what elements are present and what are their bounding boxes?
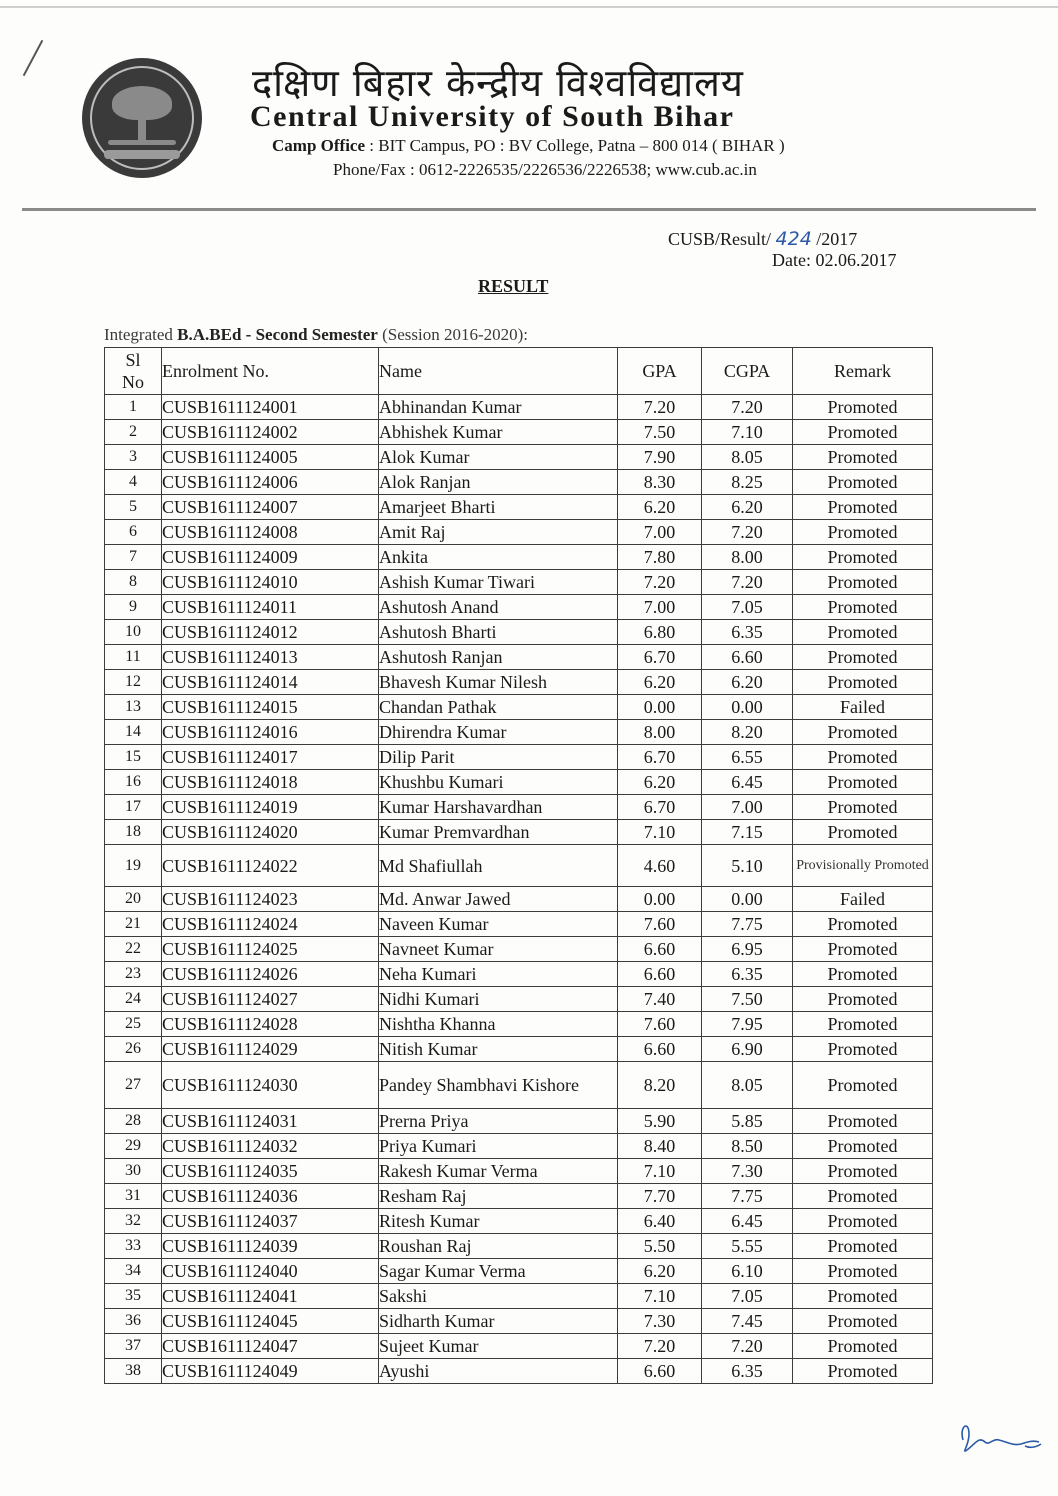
row-name: Kumar Premvardhan bbox=[379, 820, 618, 845]
table-row bbox=[105, 620, 933, 645]
row-cgpa: 7.50 bbox=[702, 987, 793, 1012]
row-gpa: 7.10 bbox=[618, 1159, 702, 1184]
row-remark: Promoted bbox=[793, 520, 933, 545]
row-sl-no: 19 bbox=[105, 845, 162, 887]
row-cgpa: 6.20 bbox=[702, 670, 793, 695]
row-enrolment: CUSB1611124036 bbox=[162, 1184, 379, 1209]
row-sl-no: 38 bbox=[105, 1359, 162, 1384]
row-cgpa: 7.20 bbox=[702, 570, 793, 595]
row-enrolment: CUSB1611124007 bbox=[162, 495, 379, 520]
table-row bbox=[105, 887, 933, 912]
row-remark: Promoted bbox=[793, 987, 933, 1012]
row-enrolment: CUSB1611124032 bbox=[162, 1134, 379, 1159]
table-row bbox=[105, 1012, 933, 1037]
row-remark: Promoted bbox=[793, 820, 933, 845]
row-name: Alok Ranjan bbox=[379, 470, 618, 495]
row-enrolment: CUSB1611124023 bbox=[162, 887, 379, 912]
row-cgpa: 6.60 bbox=[702, 645, 793, 670]
row-enrolment: CUSB1611124014 bbox=[162, 670, 379, 695]
row-gpa: 7.20 bbox=[618, 395, 702, 420]
row-gpa: 6.20 bbox=[618, 670, 702, 695]
row-remark: Promoted bbox=[793, 1134, 933, 1159]
row-remark: Promoted bbox=[793, 1309, 933, 1334]
table-row bbox=[105, 1159, 933, 1184]
row-name: Navneet Kumar bbox=[379, 937, 618, 962]
row-remark: Promoted bbox=[793, 912, 933, 937]
row-enrolment: CUSB1611124041 bbox=[162, 1284, 379, 1309]
row-enrolment: CUSB1611124045 bbox=[162, 1309, 379, 1334]
row-gpa: 4.60 bbox=[618, 845, 702, 887]
table-row bbox=[105, 770, 933, 795]
row-sl-no: 7 bbox=[105, 545, 162, 570]
row-gpa: 6.70 bbox=[618, 795, 702, 820]
table-row bbox=[105, 545, 933, 570]
table-row bbox=[105, 595, 933, 620]
row-enrolment: CUSB1611124002 bbox=[162, 420, 379, 445]
camp-office-label: Camp Office bbox=[272, 136, 366, 155]
row-name: Ashutosh Bharti bbox=[379, 620, 618, 645]
row-gpa: 8.30 bbox=[618, 470, 702, 495]
row-gpa: 7.90 bbox=[618, 445, 702, 470]
row-enrolment: CUSB1611124008 bbox=[162, 520, 379, 545]
row-enrolment: CUSB1611124006 bbox=[162, 470, 379, 495]
row-sl-no: 20 bbox=[105, 887, 162, 912]
row-sl-no: 23 bbox=[105, 962, 162, 987]
row-name: Md. Anwar Jawed bbox=[379, 887, 618, 912]
row-enrolment: CUSB1611124047 bbox=[162, 1334, 379, 1359]
row-sl-no: 1 bbox=[105, 395, 162, 420]
row-cgpa: 7.05 bbox=[702, 595, 793, 620]
table-row bbox=[105, 1062, 933, 1109]
row-remark: Promoted bbox=[793, 1037, 933, 1062]
row-cgpa: 8.00 bbox=[702, 545, 793, 570]
row-cgpa: 0.00 bbox=[702, 887, 793, 912]
row-sl-no: 2 bbox=[105, 420, 162, 445]
row-cgpa: 6.10 bbox=[702, 1259, 793, 1284]
row-sl-no: 16 bbox=[105, 770, 162, 795]
row-gpa: 6.80 bbox=[618, 620, 702, 645]
row-sl-no: 4 bbox=[105, 470, 162, 495]
header-remark: Remark bbox=[793, 348, 933, 395]
header-gpa: GPA bbox=[618, 348, 702, 395]
row-gpa: 6.60 bbox=[618, 937, 702, 962]
table-row bbox=[105, 520, 933, 545]
row-sl-no: 6 bbox=[105, 520, 162, 545]
row-sl-no: 11 bbox=[105, 645, 162, 670]
table-row bbox=[105, 1234, 933, 1259]
row-remark: Promoted bbox=[793, 1109, 933, 1134]
row-remark: Promoted bbox=[793, 420, 933, 445]
row-enrolment: CUSB1611124049 bbox=[162, 1359, 379, 1384]
row-name: Ayushi bbox=[379, 1359, 618, 1384]
university-name-hindi: दक्षिण बिहार केन्द्रीय विश्वविद्यालय bbox=[252, 61, 744, 105]
reference-handwritten-number: 424 bbox=[775, 228, 812, 250]
row-sl-no: 14 bbox=[105, 720, 162, 745]
row-gpa: 0.00 bbox=[618, 695, 702, 720]
row-gpa: 7.00 bbox=[618, 595, 702, 620]
row-gpa: 7.00 bbox=[618, 520, 702, 545]
table-row bbox=[105, 745, 933, 770]
table-row bbox=[105, 987, 933, 1012]
row-gpa: 7.10 bbox=[618, 1284, 702, 1309]
row-cgpa: 6.35 bbox=[702, 1359, 793, 1384]
row-cgpa: 6.95 bbox=[702, 937, 793, 962]
row-enrolment: CUSB1611124028 bbox=[162, 1012, 379, 1037]
row-cgpa: 8.05 bbox=[702, 445, 793, 470]
row-remark: Promoted bbox=[793, 670, 933, 695]
row-sl-no: 30 bbox=[105, 1159, 162, 1184]
row-enrolment: CUSB1611124037 bbox=[162, 1209, 379, 1234]
row-name: Pandey Shambhavi Kishore bbox=[379, 1062, 618, 1109]
row-cgpa: 7.15 bbox=[702, 820, 793, 845]
row-remark: Promoted bbox=[793, 395, 933, 420]
row-remark: Promoted bbox=[793, 937, 933, 962]
row-remark: Promoted bbox=[793, 1334, 933, 1359]
header-enrolment: Enrolment No. bbox=[162, 348, 379, 395]
row-sl-no: 36 bbox=[105, 1309, 162, 1334]
row-remark: Promoted bbox=[793, 445, 933, 470]
row-gpa: 7.10 bbox=[618, 820, 702, 845]
result-table-body bbox=[105, 395, 933, 1384]
table-row bbox=[105, 1134, 933, 1159]
row-gpa: 7.40 bbox=[618, 987, 702, 1012]
row-cgpa: 6.20 bbox=[702, 495, 793, 520]
row-enrolment: CUSB1611124030 bbox=[162, 1062, 379, 1109]
table-row bbox=[105, 1109, 933, 1134]
row-cgpa: 6.55 bbox=[702, 745, 793, 770]
row-enrolment: CUSB1611124009 bbox=[162, 545, 379, 570]
row-enrolment: CUSB1611124035 bbox=[162, 1159, 379, 1184]
row-name: Dhirendra Kumar bbox=[379, 720, 618, 745]
row-gpa: 8.20 bbox=[618, 1062, 702, 1109]
row-remark: Promoted bbox=[793, 620, 933, 645]
row-remark: Promoted bbox=[793, 1062, 933, 1109]
row-name: Bhavesh Kumar Nilesh bbox=[379, 670, 618, 695]
row-cgpa: 7.10 bbox=[702, 420, 793, 445]
row-gpa: 6.20 bbox=[618, 495, 702, 520]
table-row bbox=[105, 1184, 933, 1209]
row-gpa: 7.20 bbox=[618, 570, 702, 595]
table-row bbox=[105, 845, 933, 887]
row-name: Sujeet Kumar bbox=[379, 1334, 618, 1359]
letterhead-divider bbox=[22, 208, 1036, 211]
row-enrolment: CUSB1611124005 bbox=[162, 445, 379, 470]
row-name: Roushan Raj bbox=[379, 1234, 618, 1259]
row-gpa: 8.00 bbox=[618, 720, 702, 745]
page-title: RESULT bbox=[478, 276, 549, 296]
row-name: Ashutosh Ranjan bbox=[379, 645, 618, 670]
row-remark: Promoted bbox=[793, 1209, 933, 1234]
row-cgpa: 5.10 bbox=[702, 845, 793, 887]
row-remark: Promoted bbox=[793, 1259, 933, 1284]
row-gpa: 8.40 bbox=[618, 1134, 702, 1159]
table-row bbox=[105, 937, 933, 962]
row-name: Ashish Kumar Tiwari bbox=[379, 570, 618, 595]
row-name: Dilip Parit bbox=[379, 745, 618, 770]
row-remark: Failed bbox=[793, 887, 933, 912]
course-session: (Session 2016-2020): bbox=[382, 325, 529, 344]
row-name: Chandan Pathak bbox=[379, 695, 618, 720]
row-cgpa: 8.20 bbox=[702, 720, 793, 745]
row-gpa: 6.20 bbox=[618, 1259, 702, 1284]
row-cgpa: 6.35 bbox=[702, 962, 793, 987]
row-cgpa: 6.45 bbox=[702, 1209, 793, 1234]
row-sl-no: 25 bbox=[105, 1012, 162, 1037]
row-remark: Promoted bbox=[793, 595, 933, 620]
row-gpa: 6.70 bbox=[618, 645, 702, 670]
row-remark: Promoted bbox=[793, 495, 933, 520]
result-table bbox=[104, 347, 933, 1384]
phone-fax-line: Phone/Fax : 0612-2226535/2226536/2226538; www.cub.ac.in bbox=[333, 160, 757, 179]
row-remark: Promoted bbox=[793, 770, 933, 795]
row-cgpa: 5.55 bbox=[702, 1234, 793, 1259]
course-prefix: Integrated bbox=[104, 325, 173, 344]
row-enrolment: CUSB1611124026 bbox=[162, 962, 379, 987]
table-row bbox=[105, 912, 933, 937]
row-enrolment: CUSB1611124012 bbox=[162, 620, 379, 645]
university-logo bbox=[82, 58, 202, 178]
row-enrolment: CUSB1611124040 bbox=[162, 1259, 379, 1284]
row-name: Neha Kumari bbox=[379, 962, 618, 987]
row-name: Kumar Harshavardhan bbox=[379, 795, 618, 820]
row-cgpa: 7.75 bbox=[702, 1184, 793, 1209]
row-gpa: 7.50 bbox=[618, 420, 702, 445]
row-sl-no: 9 bbox=[105, 595, 162, 620]
row-gpa: 5.50 bbox=[618, 1234, 702, 1259]
row-remark: Promoted bbox=[793, 1012, 933, 1037]
course-line bbox=[104, 325, 528, 345]
table-row bbox=[105, 645, 933, 670]
row-remark: Promoted bbox=[793, 962, 933, 987]
row-gpa: 0.00 bbox=[618, 887, 702, 912]
row-gpa: 7.60 bbox=[618, 1012, 702, 1037]
row-cgpa: 6.45 bbox=[702, 770, 793, 795]
row-name: Alok Kumar bbox=[379, 445, 618, 470]
row-remark: Promoted bbox=[793, 1234, 933, 1259]
course-title: B.A.BEd - Second Semester bbox=[177, 325, 378, 344]
row-cgpa: 7.00 bbox=[702, 795, 793, 820]
row-name: Nitish Kumar bbox=[379, 1037, 618, 1062]
row-name: Ashutosh Anand bbox=[379, 595, 618, 620]
row-remark: Promoted bbox=[793, 470, 933, 495]
table-row bbox=[105, 1037, 933, 1062]
row-gpa: 7.70 bbox=[618, 1184, 702, 1209]
camp-office-address bbox=[272, 136, 785, 156]
reference-number bbox=[668, 228, 857, 250]
header-cgpa: CGPA bbox=[702, 348, 793, 395]
row-sl-no: 10 bbox=[105, 620, 162, 645]
table-row bbox=[105, 962, 933, 987]
row-cgpa: 8.25 bbox=[702, 470, 793, 495]
row-name: Md Shafiullah bbox=[379, 845, 618, 887]
row-remark: Promoted bbox=[793, 1159, 933, 1184]
row-gpa: 6.70 bbox=[618, 745, 702, 770]
row-enrolment: CUSB1611124029 bbox=[162, 1037, 379, 1062]
row-remark: Promoted bbox=[793, 720, 933, 745]
table-row bbox=[105, 695, 933, 720]
row-gpa: 7.80 bbox=[618, 545, 702, 570]
table-row bbox=[105, 495, 933, 520]
row-gpa: 6.20 bbox=[618, 770, 702, 795]
table-row bbox=[105, 820, 933, 845]
row-sl-no: 37 bbox=[105, 1334, 162, 1359]
university-name-english: Central University of South Bihar bbox=[250, 100, 735, 133]
row-sl-no: 3 bbox=[105, 445, 162, 470]
row-name: Ankita bbox=[379, 545, 618, 570]
row-cgpa: 7.30 bbox=[702, 1159, 793, 1184]
row-gpa: 6.40 bbox=[618, 1209, 702, 1234]
row-cgpa: 7.20 bbox=[702, 395, 793, 420]
row-sl-no: 18 bbox=[105, 820, 162, 845]
row-remark: Promoted bbox=[793, 1284, 933, 1309]
row-cgpa: 7.75 bbox=[702, 912, 793, 937]
header-sl-no: Sl No bbox=[105, 348, 162, 395]
row-name: Ritesh Kumar bbox=[379, 1209, 618, 1234]
row-enrolment: CUSB1611124022 bbox=[162, 845, 379, 887]
row-cgpa: 8.05 bbox=[702, 1062, 793, 1109]
row-cgpa: 5.85 bbox=[702, 1109, 793, 1134]
row-sl-no: 21 bbox=[105, 912, 162, 937]
row-name: Khushbu Kumari bbox=[379, 770, 618, 795]
row-name: Nidhi Kumari bbox=[379, 987, 618, 1012]
row-gpa: 6.60 bbox=[618, 962, 702, 987]
row-sl-no: 5 bbox=[105, 495, 162, 520]
row-enrolment: CUSB1611124015 bbox=[162, 695, 379, 720]
row-gpa: 5.90 bbox=[618, 1109, 702, 1134]
table-row bbox=[105, 445, 933, 470]
row-enrolment: CUSB1611124019 bbox=[162, 795, 379, 820]
row-name: Abhishek Kumar bbox=[379, 420, 618, 445]
row-sl-no: 27 bbox=[105, 1062, 162, 1109]
row-cgpa: 0.00 bbox=[702, 695, 793, 720]
row-name: Resham Raj bbox=[379, 1184, 618, 1209]
row-cgpa: 6.90 bbox=[702, 1037, 793, 1062]
row-gpa: 6.60 bbox=[618, 1037, 702, 1062]
row-gpa: 7.60 bbox=[618, 912, 702, 937]
row-enrolment: CUSB1611124001 bbox=[162, 395, 379, 420]
table-row bbox=[105, 1334, 933, 1359]
row-name: Abhinandan Kumar bbox=[379, 395, 618, 420]
table-row bbox=[105, 1309, 933, 1334]
row-enrolment: CUSB1611124018 bbox=[162, 770, 379, 795]
camp-office-text: : BIT Campus, PO : BV College, Patna – 800 014 ( BIHAR ) bbox=[369, 136, 785, 155]
row-enrolment: CUSB1611124010 bbox=[162, 570, 379, 595]
table-row bbox=[105, 1359, 933, 1384]
row-sl-no: 28 bbox=[105, 1109, 162, 1134]
row-sl-no: 17 bbox=[105, 795, 162, 820]
row-sl-no: 35 bbox=[105, 1284, 162, 1309]
row-remark: Provisionally Promoted bbox=[793, 845, 933, 887]
row-remark: Promoted bbox=[793, 745, 933, 770]
row-gpa: 6.60 bbox=[618, 1359, 702, 1384]
signature-mark bbox=[955, 1412, 1047, 1464]
row-name: Amarjeet Bharti bbox=[379, 495, 618, 520]
row-cgpa: 7.05 bbox=[702, 1284, 793, 1309]
row-remark: Promoted bbox=[793, 795, 933, 820]
row-enrolment: CUSB1611124017 bbox=[162, 745, 379, 770]
header-name: Name bbox=[379, 348, 618, 395]
row-enrolment: CUSB1611124031 bbox=[162, 1109, 379, 1134]
row-remark: Failed bbox=[793, 695, 933, 720]
row-sl-no: 8 bbox=[105, 570, 162, 595]
row-enrolment: CUSB1611124020 bbox=[162, 820, 379, 845]
row-cgpa: 8.50 bbox=[702, 1134, 793, 1159]
table-row bbox=[105, 420, 933, 445]
document-date: Date: 02.06.2017 bbox=[772, 250, 897, 270]
table-row bbox=[105, 570, 933, 595]
row-name: Priya Kumari bbox=[379, 1134, 618, 1159]
table-header-row bbox=[105, 348, 933, 395]
row-name: Amit Raj bbox=[379, 520, 618, 545]
row-sl-no: 34 bbox=[105, 1259, 162, 1284]
row-name: Sakshi bbox=[379, 1284, 618, 1309]
row-name: Nishtha Khanna bbox=[379, 1012, 618, 1037]
row-enrolment: CUSB1611124024 bbox=[162, 912, 379, 937]
row-name: Sagar Kumar Verma bbox=[379, 1259, 618, 1284]
page-top-border bbox=[0, 6, 1058, 8]
row-sl-no: 12 bbox=[105, 670, 162, 695]
table-row bbox=[105, 395, 933, 420]
row-cgpa: 7.20 bbox=[702, 520, 793, 545]
row-sl-no: 22 bbox=[105, 937, 162, 962]
row-cgpa: 7.45 bbox=[702, 1309, 793, 1334]
row-cgpa: 6.35 bbox=[702, 620, 793, 645]
pen-stroke-mark bbox=[23, 40, 44, 76]
row-sl-no: 15 bbox=[105, 745, 162, 770]
row-name: Naveen Kumar bbox=[379, 912, 618, 937]
row-enrolment: CUSB1611124027 bbox=[162, 987, 379, 1012]
row-remark: Promoted bbox=[793, 1359, 933, 1384]
row-sl-no: 24 bbox=[105, 987, 162, 1012]
row-enrolment: CUSB1611124013 bbox=[162, 645, 379, 670]
row-name: Prerna Priya bbox=[379, 1109, 618, 1134]
row-enrolment: CUSB1611124039 bbox=[162, 1234, 379, 1259]
row-gpa: 7.30 bbox=[618, 1309, 702, 1334]
table-row bbox=[105, 670, 933, 695]
row-sl-no: 31 bbox=[105, 1184, 162, 1209]
row-gpa: 7.20 bbox=[618, 1334, 702, 1359]
reference-suffix: /2017 bbox=[816, 229, 858, 249]
row-remark: Promoted bbox=[793, 645, 933, 670]
table-row bbox=[105, 795, 933, 820]
row-remark: Promoted bbox=[793, 570, 933, 595]
row-sl-no: 33 bbox=[105, 1234, 162, 1259]
row-enrolment: CUSB1611124025 bbox=[162, 937, 379, 962]
row-remark: Promoted bbox=[793, 545, 933, 570]
row-enrolment: CUSB1611124011 bbox=[162, 595, 379, 620]
row-cgpa: 7.95 bbox=[702, 1012, 793, 1037]
row-name: Sidharth Kumar bbox=[379, 1309, 618, 1334]
row-name: Rakesh Kumar Verma bbox=[379, 1159, 618, 1184]
table-row bbox=[105, 720, 933, 745]
table-row bbox=[105, 1259, 933, 1284]
row-sl-no: 29 bbox=[105, 1134, 162, 1159]
table-row bbox=[105, 470, 933, 495]
row-sl-no: 13 bbox=[105, 695, 162, 720]
row-cgpa: 7.20 bbox=[702, 1334, 793, 1359]
table-row bbox=[105, 1284, 933, 1309]
row-sl-no: 26 bbox=[105, 1037, 162, 1062]
table-row bbox=[105, 1209, 933, 1234]
row-remark: Promoted bbox=[793, 1184, 933, 1209]
reference-prefix: CUSB/Result/ bbox=[668, 229, 772, 249]
row-sl-no: 32 bbox=[105, 1209, 162, 1234]
row-enrolment: CUSB1611124016 bbox=[162, 720, 379, 745]
